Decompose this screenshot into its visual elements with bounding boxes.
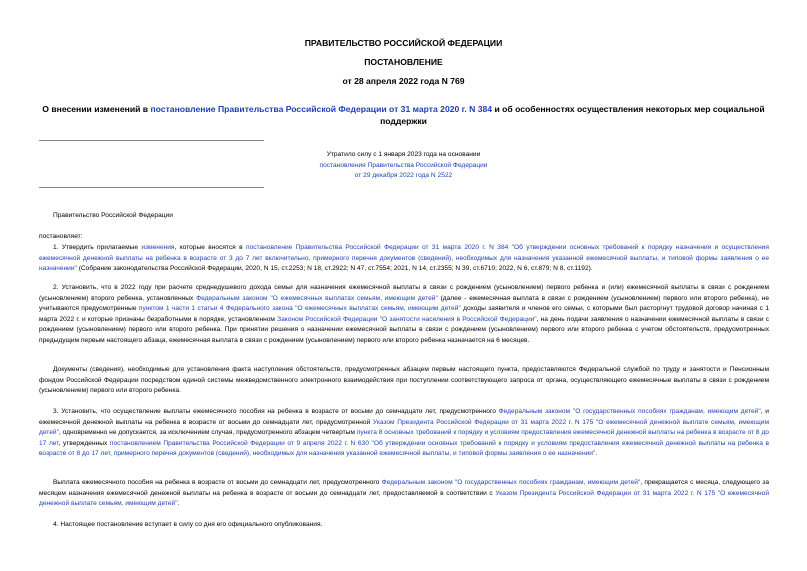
title-link[interactable]: постановление Правительства Российской Федерации от 31 марта 2020 г. N 384	[150, 104, 493, 114]
p1-link-2[interactable]: постановление Правительства Российской Федерации от 31 марта 2020 г. N 384 "Об утверждении основных требований к порядку назначения и осуществления ежемесячной денежной выплаты на ребенка в возрасте от 3 до 7 лет включительно, примерного перечня документов (сведений), необходимых для назначения указанной ежемесячной выплаты, и типовой формы заявления о ее назначении"	[39, 244, 769, 273]
doc-type-heading: ПОСТАНОВЛЕНИЕ	[364, 57, 443, 67]
status-note: Утратило силу с 1 января 2023 года на основании постановления Правительства Российской Федерации от 29 декабря 2022 года N 2522	[280, 150, 527, 182]
p3-link-1[interactable]: Федеральным законом "О государственных пособиях гражданам, имеющим детей"	[498, 408, 761, 415]
p3b-link-1[interactable]: Федеральным законом "О государственных пособиях гражданам, имеющим детей"	[381, 479, 641, 486]
p2-link-3[interactable]: Законом Российской Федерации "О занятости населения в Российской Федерации"	[277, 315, 537, 323]
p1-link-1[interactable]: изменения	[141, 244, 175, 251]
document-title: О внесении изменений в постановление Правительства Российской Федерации от 31 марта 2020 г. N 384 и об особенностях осуществления некоторых мер социальной поддержки	[42, 104, 765, 126]
p2-link-1[interactable]: Федеральным законом "О ежемесячных выплатах семьям, имеющим детей"	[196, 294, 438, 302]
decree-word: постановляет:	[39, 233, 83, 240]
paragraph-3b: Выплата ежемесячного пособия на ребенка в возрасте от восьми до семнадцати лет, предусмотренного Федеральным законом "О государственных пособиях гражданам, имеющим детей", прекращается с месяца, следующего за месяцем назначения ежемесячной денежной выплаты на ребенка в возрасте от восьми до семнадцати лет, предоставляемой в соответствии с Указом Президента Российской Федерации от 31 марта 2022 г. N 175 "О ежемесячной денежной выплате семьям, имеющим детей".	[39, 479, 769, 508]
status-link-1[interactable]: постановления Правительства Российской Федерации	[319, 161, 488, 169]
p2-link-2[interactable]: пунктом 1 части 1 статьи 4 Федерального закона "О ежемесячных выплатах семьям, имеющим детей"	[138, 305, 461, 313]
status-link-2[interactable]: от 29 декабря 2022 года N 2522	[354, 172, 453, 179]
p3-link-4[interactable]: постановлением Правительства Российской Федерации от 9 апреля 2022 г. N 630 "Об утверждении основных требований к порядку и условиям предоставления ежемесячной денежной выплаты на ребенка в возрасте от 8 до 17 лет, примерного перечня документов (сведений), необходимых для назначения указанной ежемесячной выплаты, и типовой формы заявления о ее назначении"	[39, 439, 769, 458]
paragraph-2: 2. Установить, что в 2022 году при расчете среднедушевого дохода семьи для назначения ежемесячной выплаты в связи с рождением (усыновлением) первого ребенка и (или) ежемесячной выплаты в связи с рождением (усыновлением) второго ребенка, установленных Федеральным законом "О ежемесячных выплатах семьям, имеющим детей" (далее - ежемесячная выплата в связи с рождением (усыновлением) первого или второго ребенка), не учитываются предусмотренные пунктом 1 части 1 статьи 4 Федерального закона "О ежемесячных выплатах семьям, имеющим детей" доходы заявителя и членов его семьи, с которыми был расторгнут трудовой договор начиная с 1 марта 2022 г. и которые признаны безработными в порядке, установленном Законом Российской Федерации "О занятости населения в Российской Федерации", на день подачи заявления о назначении ежемесячной выплаты в связи с рождением (усыновлением) первого или второго ребенка. При принятии решения о назначении ежемесячной выплаты в связи с рождением (усыновлением) первого или второго ребенка с учетом обстоятельств, предусмотренных предыдущим первым настоящего абзаца, ежемесячная выплата в связи с рождением (усыновлением) первого или второго ребенка назначается на 6 месяцев.	[39, 284, 769, 344]
p3-link-3[interactable]: пункта 8 основных требований к порядку и условиям предоставления ежемесячной денежной выплаты на ребенка в возрасте от 8 до 17 лет	[39, 429, 769, 447]
paragraph-4: 4. Настоящее постановление вступает в силу со дня его официального опубликования.	[53, 521, 323, 528]
p3-link-2[interactable]: Указом Президента Российской Федерации от 31 марта 2022 г. N 175 "О ежемесячной денежной выплате семьям, имеющим детей"	[39, 418, 769, 437]
date-number-heading: от 28 апреля 2022 года N 769	[342, 76, 465, 86]
paragraph-1: 1. Утвердить прилагаемые изменения, которые вносятся в постановление Правительства Российской Федерации от 31 марта 2020 г. N 384 "Об утверждении основных требований к порядку назначения и осуществления ежемесячной денежной выплаты на ребенка в возрасте от 3 до 7 лет включительно, примерного перечня документов (сведений), необходимых для назначения указанной ежемесячной выплаты, и типовой формы заявления о ее назначении" (Собрание законодательства Российской Федерации, 2020, N 15, ст.2253; N 18, ст.2922; N 47, ст.7554; 2021, N 14, ст.2355; N 39, ст.6710; 2022, N 6, ст.879; N 8, ст.1192).	[39, 244, 769, 273]
divider-top	[39, 140, 264, 141]
p3b-link-2[interactable]: Указом Президента Российской Федерации от 31 марта 2022 г. N 175 "О ежемесячной денежной выплате семьям, имеющим детей"	[39, 489, 769, 508]
paragraph-2b: Документы (сведения), необходимые для установления факта наступления обстоятельств, предусмотренных абзацем первым настоящего пункта, предоставляются Федеральной службой по труду и занятости и Пенсионным фондом Российской Федерации посредством единой системы межведомственного электронного взаимодействия при поступлении соответствующего запроса от органа, осуществляющего ежемесячные выплаты в связи с рождением (усыновлением) первого или второго ребенка.	[39, 366, 769, 395]
paragraph-3: 3. Установить, что осуществление выплаты ежемесячного пособия на ребенка в возрасте от восьми до семнадцати лет, предусмотренного Федеральным законом "О государственных пособиях гражданам, имеющим детей", и ежемесячной денежной выплаты на ребенка в возрасте от восьми до семнадцати лет, предусмотренной Указом Президента Российской Федерации от 31 марта 2022 г. N 175 "О ежемесячной денежной выплате семьям, имеющим детей", одновременно не допускается, за исключением случая, предусмотренного абзацем четвертым пункта 8 основных требований к порядку и условиям предоставления ежемесячной денежной выплаты на ребенка в возрасте от 8 до 17 лет, утвержденных постановлением Правительства Российской Федерации от 9 апреля 2022 г. N 630 "Об утверждении основных требований к порядку и условиям предоставления ежемесячной денежной выплаты на ребенка в возрасте от 8 до 17 лет, примерного перечня документов (сведений), необходимых для назначения указанной ежемесячной выплаты, и типовой формы заявления о ее назначении".	[39, 408, 769, 458]
org-heading: ПРАВИТЕЛЬСТВО РОССИЙСКОЙ ФЕДЕРАЦИИ	[304, 38, 503, 48]
issuer-line: Правительство Российской Федерации	[53, 212, 173, 219]
divider-bottom	[39, 187, 264, 188]
